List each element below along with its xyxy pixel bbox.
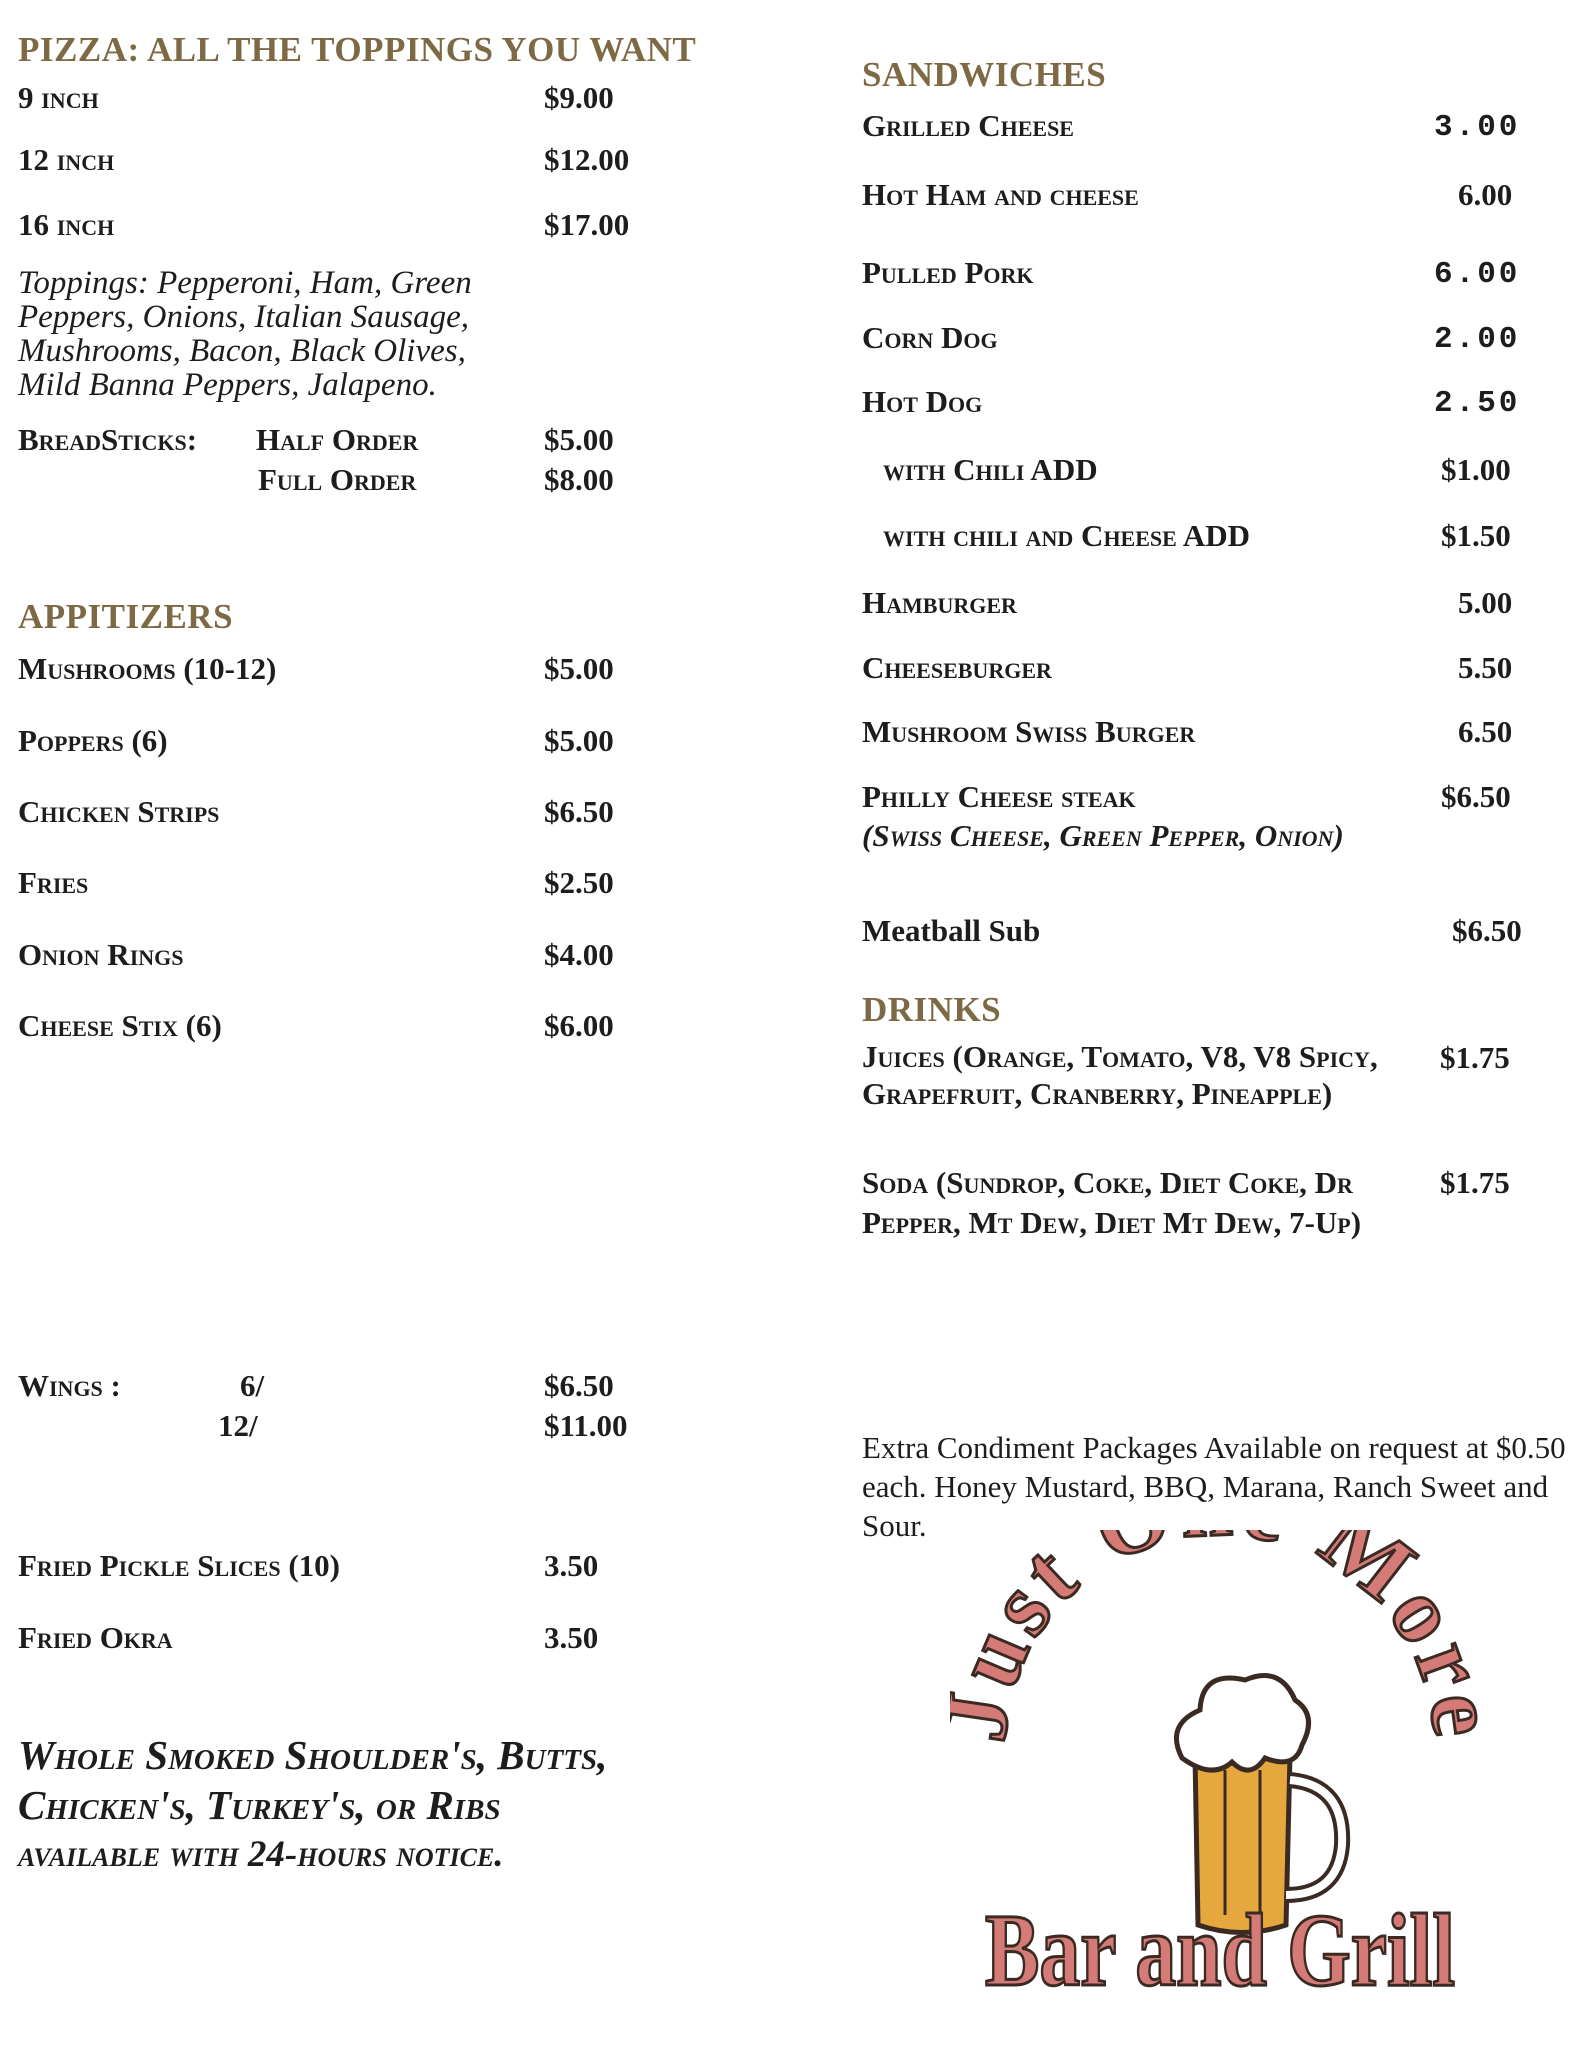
appetizer-item: Cheese Stix (6) <box>18 1008 222 1043</box>
drink-price: $1.75 <box>1440 1165 1510 1200</box>
appetizer-item: Mushrooms (10-12) <box>18 651 277 686</box>
wings-label: Wings : <box>18 1368 121 1403</box>
pizza-price-9: $9.00 <box>544 80 614 115</box>
sandwich-price: 3.00 <box>1434 110 1521 145</box>
sandwich-item: Grilled Cheese <box>862 108 1074 143</box>
appetizer-price: $4.00 <box>544 937 614 972</box>
pizza-heading: PIZZA: ALL THE TOPPINGS YOU WANT <box>18 30 697 69</box>
sandwich-price: $6.50 <box>1441 779 1511 814</box>
fried-price: 3.50 <box>544 1620 599 1655</box>
sandwich-item: Corn Dog <box>862 320 998 355</box>
sandwich-addon: with chili and Cheese ADD <box>883 518 1251 553</box>
appetizer-item: Poppers (6) <box>18 723 168 758</box>
pizza-toppings: Toppings: Pepperoni, Ham, Green Peppers, Onions, Italian Sausage, Mushrooms, Bacon, Black Olives, Mild Banna Peppers, Jalapeno. <box>18 265 472 403</box>
sandwich-item: Hot Dog <box>862 384 983 419</box>
wings-price-12: $11.00 <box>544 1408 628 1443</box>
sandwich-price: $1.50 <box>1441 518 1511 553</box>
sandwiches-heading: SANDWICHES <box>862 55 1107 94</box>
breadsticks-half-price: $5.00 <box>544 422 614 457</box>
appetizer-price: $2.50 <box>544 865 614 900</box>
smoked-note-line: available with 24-hours notice. <box>18 1834 504 1875</box>
appetizer-price: $5.00 <box>544 651 614 686</box>
smoked-note-line: Whole Smoked Shoulder's, Butts, <box>18 1732 608 1778</box>
pizza-size-9: 9 inch <box>18 80 99 115</box>
drink-price: $1.75 <box>1440 1040 1510 1075</box>
sandwich-price: 5.50 <box>1458 650 1513 685</box>
pizza-price-12: $12.00 <box>544 142 630 177</box>
breadsticks-half: Half Order <box>256 422 419 457</box>
drink-item: Juices (Orange, Tomato, V8, V8 Spicy, Grapefruit, Cranberry, Pineapple) <box>862 1039 1378 1111</box>
sandwich-addon: with Chili ADD <box>883 452 1098 487</box>
sandwich-item: Hot Ham and cheese <box>862 177 1139 212</box>
wings-qty-6: 6/ <box>240 1368 265 1403</box>
logo-svg <box>950 1530 1490 2000</box>
smoked-meats-note <box>18 1730 818 1880</box>
sandwich-item: Pulled Pork <box>862 255 1034 290</box>
smoked-note-line: Chicken's, Turkey's, or Ribs <box>18 1782 501 1828</box>
sandwich-price: 6.00 <box>1434 257 1521 292</box>
breadsticks-full: Full Order <box>258 462 417 497</box>
bar-logo <box>950 1530 1490 2000</box>
sandwich-item: Meatball Sub <box>862 913 1041 948</box>
breadsticks-full-price: $8.00 <box>544 462 614 497</box>
pizza-price-16: $17.00 <box>544 207 630 242</box>
appetizer-item: Fries <box>18 865 89 900</box>
sandwich-price: $6.50 <box>1452 913 1522 948</box>
fried-item: Fried Pickle Slices (10) <box>18 1548 340 1583</box>
philly-note: (Swiss Cheese, Green Pepper, Onion) <box>862 818 1344 853</box>
sandwich-item: Hamburger <box>862 585 1017 620</box>
pizza-size-16: 16 inch <box>18 207 115 242</box>
appetizer-item: Chicken Strips <box>18 794 220 829</box>
sandwich-item: Philly Cheese steak <box>862 779 1136 814</box>
sandwich-price: 2.00 <box>1434 322 1521 357</box>
sandwich-price: 2.50 <box>1434 386 1521 421</box>
wings-price-6: $6.50 <box>544 1368 614 1403</box>
logo-bottom-text: Bar and Grill <box>985 1893 1455 2000</box>
appetizer-price: $6.50 <box>544 794 614 829</box>
sandwich-price: 5.00 <box>1458 585 1513 620</box>
appetizer-price: $5.00 <box>544 723 614 758</box>
wings-qty-12: 12/ <box>218 1408 258 1443</box>
breadsticks-label: BreadSticks: <box>18 422 198 457</box>
pizza-size-12: 12 inch <box>18 142 115 177</box>
fried-item: Fried Okra <box>18 1620 173 1655</box>
sandwich-price: 6.00 <box>1458 177 1513 212</box>
sandwich-item: Cheeseburger <box>862 650 1052 685</box>
logo-top-textpath: st Mo <box>967 1530 1484 1666</box>
sandwich-price: 6.50 <box>1458 714 1513 749</box>
appetizers-heading: APPITIZERS <box>18 597 234 636</box>
condiments-note: Extra Condiment Packages Available on request at $0.50 each. Honey Mustard, BBQ, Marana, Ranch Sweet and Sour. <box>862 1430 1566 1543</box>
sandwich-item: Mushroom Swiss Burger <box>862 714 1196 749</box>
sandwich-price: $1.00 <box>1441 452 1511 487</box>
fried-price: 3.50 <box>544 1548 599 1583</box>
drinks-heading: DRINKS <box>862 990 1002 1029</box>
appetizer-item: Onion Rings <box>18 937 184 972</box>
appetizer-price: $6.00 <box>544 1008 614 1043</box>
drink-item: Soda (Sundrop, Coke, Diet Coke, Dr Pepper, Mt Dew, Diet Mt Dew, 7-Up) <box>862 1165 1362 1240</box>
